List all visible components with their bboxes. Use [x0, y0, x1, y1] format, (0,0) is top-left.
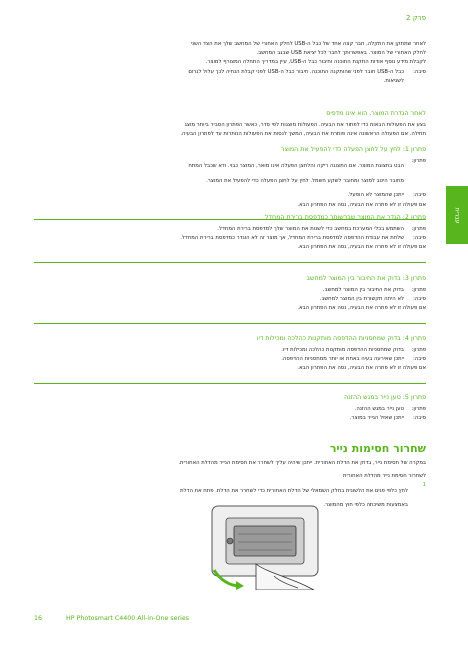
step-number: 1 — [422, 482, 426, 489]
intro-cause — [34, 68, 426, 86]
solution-text: בדוק את החיבור בין המוצר למחשב. — [322, 287, 404, 293]
intro-line: לאחר שתתקן את התקלה, חבר קצה אחד של כבל ה-USB לחלק האחורי של המחשב שלך את הצד השני — [190, 41, 426, 47]
solution-label: פתרון: — [411, 226, 426, 232]
cause-text: ייתכן שהמוצר לא הופעל. — [347, 192, 404, 199]
section-title: לאחר הגדרת המוצר, הוא אינו מדפיס — [326, 110, 426, 117]
solution-row — [34, 157, 426, 191]
cause-text: שלחת את עבודת ההדפסה למדפסת ברירת המחדל, אך מוצר זה לא הוגדר כמדפסת ברירת המחדל. — [180, 235, 404, 242]
cause-row — [34, 414, 426, 423]
intro-line: לקבלת מידע נוסף אודות התקנת התוכנה וחיבור כבל ה-USB, עיין במדריך התחלה המצורף למוצר. — [205, 59, 426, 66]
solution-row — [34, 405, 426, 414]
printer-rear-door-illustration — [206, 498, 324, 590]
solution-text: מחובר היטב למוצר ומחובר לשקע חשמל. לחץ על לחצן הפעלה כדי להפעיל את המוצר. — [206, 177, 404, 184]
solution-title: פתרון 5: טען נייר במגש ההזנה — [344, 394, 426, 401]
divider — [34, 383, 426, 384]
jam-line: במקרה של חסימת נייר, בדוק את הדלת האחורית. ייתכן שיהיה עליך לשחרר את חסימת הנייר מהדלת האחורית. — [178, 460, 426, 466]
solution-4 — [34, 335, 426, 387]
language-tab-label: עברית — [453, 207, 461, 223]
cause-row — [34, 191, 426, 200]
solution-5 — [34, 394, 426, 423]
solution-2 — [34, 214, 426, 266]
cause-row — [34, 355, 426, 364]
section-heading: שחרור חסימות נייר — [329, 442, 426, 455]
solution-footer: אם פעולה זו לא פתרה את הבעיה, נסה את הפתרון הבא. — [297, 365, 426, 372]
cause-text: ייתכן שאירעה בעיה באחת או יותר ממחסניות ההדפסה. — [281, 356, 404, 363]
cause-text: לא היתה תקשורת בין המוצר למחשב. — [319, 296, 404, 303]
step-line: לחץ כלפי פנים את הלשונית בחלק השמאלי של הדלת האחורית כדי לשחרר את הדלת. פתח את הדלת — [180, 487, 408, 494]
intro-line: לחלק האחורי של המוצר. באפשרותך לחבר לכל יציאת USB שבגב המחשב. — [256, 50, 426, 57]
solution-text: הבט בתצוגת המוצר. אם התצוגה ריקה והלחצן הפעלה אינו מואר, המוצר כבוי. ודא שכבל המתח — [188, 163, 404, 170]
page-number: 16 — [34, 615, 43, 622]
solution-title: פתרון 4: בדוק שמחסניות ההדפסה מותקנות כהלכה ומכילות דיו — [256, 335, 426, 342]
cause-label: סיבה: — [413, 235, 426, 242]
solution-title: פתרון 3: בדוק את החיבור בין המוצר למחשב — [306, 275, 426, 282]
solution-label: פתרון: — [411, 287, 426, 293]
cause-label: סיבה: — [413, 68, 426, 75]
jam-subtitle: לשחרור חסימת נייר מהדלת האחורית — [342, 473, 426, 480]
cause-label: סיבה: — [413, 415, 426, 422]
no-print-section — [34, 110, 426, 139]
solution-text: טען נייר במגש ההזנה. — [354, 406, 404, 412]
cause-line: כבל ה-USB חובר לפני שהותקנה התוכנה. חיבור כבל ה-USB לפני קבלת הנחיה לכך עלול לגרום — [188, 68, 404, 75]
solution-label: פתרון: — [411, 406, 426, 412]
solution-footer: אם פעולה זו לא פתרה את הבעיה, נסה את הפתרון הבא. — [297, 201, 426, 208]
divider — [34, 262, 426, 263]
solution-text: בדוק שמחסניות ההדפסה מותקנות כהלכה ומכילות דיו. — [281, 347, 404, 353]
cause-label: סיבה: — [413, 356, 426, 363]
intro-block — [34, 40, 426, 86]
solution-footer: אם פעולה זו לא פתרה את הבעיה, נסה את הפתרון הבא. — [297, 305, 426, 312]
solution-title: פתרון 2: הגדר את המוצר שברשותך כמדפסת ברירת המחדל — [264, 214, 426, 221]
solution-label: פתרון: — [411, 347, 426, 353]
solution-row — [34, 346, 426, 355]
cause-row — [34, 234, 426, 243]
cause-row — [34, 295, 426, 304]
cause-line: לשגיאות. — [383, 77, 404, 84]
solution-row — [34, 286, 426, 295]
cause-text: ייתכן שאזל הנייר במוצר. — [349, 415, 404, 422]
section-line: בצע את הפעולות הבאות כדי לפתור את הבעיה. הפעולות מוצגות לפי סדר, כאשר הפתרון הסביר ביותר מוצג — [184, 122, 426, 128]
solution-label: פתרון: — [411, 158, 426, 164]
step-line: באמצעות משיכתה כלפי חוץ מהמוצר. — [323, 502, 408, 509]
solution-row — [34, 225, 426, 234]
cause-label: סיבה: — [413, 192, 426, 199]
solution-footer: אם פעולה זו לא פתרה את הבעיה, נסה את הפתרון הבא. — [297, 244, 426, 251]
product-name: HP Photosmart C4400 All-in-One series — [66, 615, 190, 622]
solution-1 — [34, 146, 426, 223]
divider — [34, 323, 426, 324]
solution-3 — [34, 275, 426, 327]
solution-title: פתרון 1: לחץ על לחצן הפעלה כדי להפעיל את המוצר — [280, 146, 426, 153]
solution-text: השתמש בכלי המערכת במחשב כדי לשנות את המוצר שלך למדפסת ברירת המחדל. — [217, 226, 404, 232]
language-tab — [446, 186, 468, 244]
chapter-header: פרק 2 — [406, 14, 426, 22]
section-line: תחילה. אם הפעולה הראשונה אינה פותרת את הבעיה, המשך לנסות את הפעולות הנותרות עד לפתרון הבעיה. — [180, 131, 426, 138]
page-footer — [34, 615, 189, 622]
cause-label: סיבה: — [413, 296, 426, 303]
